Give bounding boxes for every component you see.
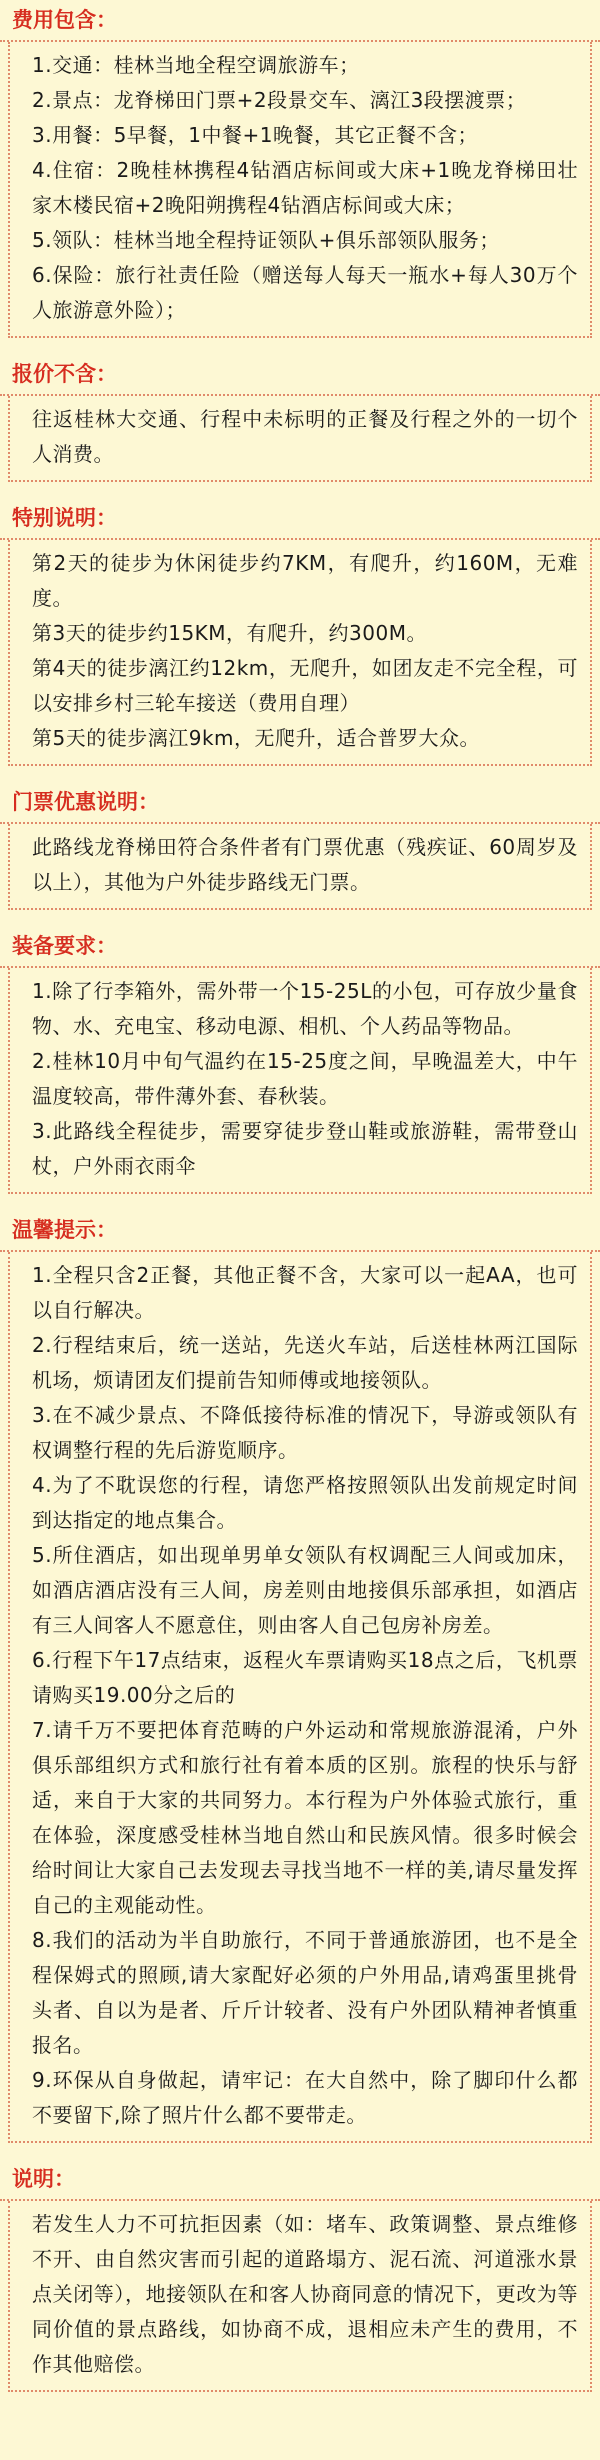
section-fee-included bbox=[0, 0, 600, 338]
text-line: 8.我们的活动为半自助旅行，不同于普通旅游团，也不是全程保姆式的照顾,请大家配好必须的户外用品,请鸡蛋里挑骨头者、自以为是者、斤斤计较者、没有户外团队精神者慎重报名。 bbox=[32, 1928, 578, 2057]
section-gap bbox=[0, 766, 600, 782]
section-heading: 特别说明： bbox=[0, 498, 600, 540]
text-line: 6.行程下午17点结束，返程火车票请购买18点之后，飞机票请购买19.00分之后的 bbox=[32, 1648, 578, 1707]
section-heading: 装备要求： bbox=[0, 926, 600, 968]
text-line: 6.保险：旅行社责任险（赠送每人每天一瓶水+每人30万个人旅游意外险）； bbox=[32, 263, 578, 322]
section-content bbox=[8, 1252, 592, 2143]
section-content bbox=[8, 2201, 592, 2392]
text-line: 5.所住酒店，如出现单男单女领队有权调配三人间或加床，如酒店酒店没有三人间，房差则由地接俱乐部承担，如酒店有三人间客人不愿意住，则由客人自己包房补房差。 bbox=[32, 1543, 578, 1637]
section-content bbox=[8, 42, 592, 338]
text-line: 7.请千万不要把体育范畴的户外运动和常规旅游混淆，户外俱乐部组织方式和旅行社有着本质的区别。旅程的快乐与舒适，来自于大家的共同努力。本行程为户外体验式旅行，重在体验，深度感受桂林当地自然山和民族风情。很多时候会给时间让大家自己去发现去寻找当地不一样的美,请尽量发挥自己的主观能动性。 bbox=[32, 1718, 578, 1917]
section-fee-excluded bbox=[0, 354, 600, 482]
text-line: 往返桂林大交通、行程中未标明的正餐及行程之外的一切个人消费。 bbox=[32, 407, 578, 466]
section-content bbox=[8, 824, 592, 910]
text-line: 2.桂林10月中旬气温约在15-25度之间，早晚温差大，中午温度较高，带件薄外套、春秋装。 bbox=[32, 1049, 578, 1108]
text-line: 4.住宿：2晚桂林携程4钻酒店标间或大床+1晚龙脊梯田壮家木楼民宿+2晚阳朔携程4钻酒店标间或大床； bbox=[32, 158, 578, 217]
text-line: 3.用餐：5早餐，1中餐+1晚餐，其它正餐不含； bbox=[32, 123, 479, 147]
section-gap bbox=[0, 1194, 600, 1210]
section-content bbox=[8, 968, 592, 1194]
text-line: 3.在不减少景点、不降低接待标准的情况下，导游或领队有权调整行程的先后游览顺序。 bbox=[32, 1403, 578, 1462]
text-line: 1.交通：桂林当地全程空调旅游车； bbox=[32, 53, 360, 77]
text-line: 第2天的徒步为休闲徒步约7KM，有爬升，约160M，无难度。 bbox=[32, 551, 578, 610]
text-line: 2.行程结束后，统一送站，先送火车站，后送桂林两江国际机场，烦请团友们提前告知师傅或地接领队。 bbox=[32, 1333, 578, 1392]
section-ticket-discount bbox=[0, 782, 600, 910]
text-line: 1.除了行李箱外，需外带一个15-25L的小包，可存放少量食物、水、充电宝、移动电源、相机、个人药品等物品。 bbox=[32, 979, 578, 1038]
text-line: 2.景点：龙脊梯田门票+2段景交车、漓江3段摆渡票； bbox=[32, 88, 527, 112]
section-gap bbox=[0, 338, 600, 354]
section-heading: 门票优惠说明： bbox=[0, 782, 600, 824]
section-tips bbox=[0, 1210, 600, 2143]
text-line: 9.环保从自身做起，请牢记：在大自然中，除了脚印什么都不要留下,除了照片什么都不要带走。 bbox=[32, 2068, 578, 2127]
text-line: 4.为了不耽误您的行程，请您严格按照领队出发前规定时间到达指定的地点集合。 bbox=[32, 1473, 578, 1532]
text-line: 3.此路线全程徒步，需要穿徒步登山鞋或旅游鞋，需带登山杖，户外雨衣雨伞 bbox=[32, 1119, 578, 1178]
section-content bbox=[8, 540, 592, 766]
text-line: 若发生人力不可抗拒因素（如：堵车、政策调整、景点维修不开、由自然灾害而引起的道路塌方、泥石流、河道涨水景点关闭等），地接领队在和客人协商同意的情况下，更改为等同价值的景点路线，如协商不成，退相应未产生的费用，不作其他赔偿。 bbox=[32, 2212, 578, 2376]
section-equipment bbox=[0, 926, 600, 1194]
section-heading: 费用包含： bbox=[0, 0, 600, 42]
text-line: 第4天的徒步漓江约12km，无爬升，如团友走不完全程，可以安排乡村三轮车接送（费用自理） bbox=[32, 656, 578, 715]
section-gap bbox=[0, 482, 600, 498]
section-heading: 报价不含： bbox=[0, 354, 600, 396]
text-line: 第5天的徒步漓江9km，无爬升，适合普罗大众。 bbox=[32, 726, 481, 750]
section-content bbox=[8, 396, 592, 482]
section-special-notes bbox=[0, 498, 600, 766]
text-line: 1.全程只含2正餐，其他正餐不含，大家可以一起AA，也可以自行解决。 bbox=[32, 1263, 578, 1322]
text-line: 第3天的徒步约15KM，有爬升，约300M。 bbox=[32, 621, 427, 645]
text-line: 5.领队：桂林当地全程持证领队+俱乐部领队服务； bbox=[32, 228, 500, 252]
section-gap bbox=[0, 910, 600, 926]
section-heading: 温馨提示： bbox=[0, 1210, 600, 1252]
section-heading: 说明： bbox=[0, 2159, 600, 2201]
text-line: 此路线龙脊梯田符合条件者有门票优惠（残疾证、60周岁及以上），其他为户外徒步路线无门票。 bbox=[32, 835, 578, 894]
section-remarks bbox=[0, 2159, 600, 2392]
section-gap bbox=[0, 2143, 600, 2159]
